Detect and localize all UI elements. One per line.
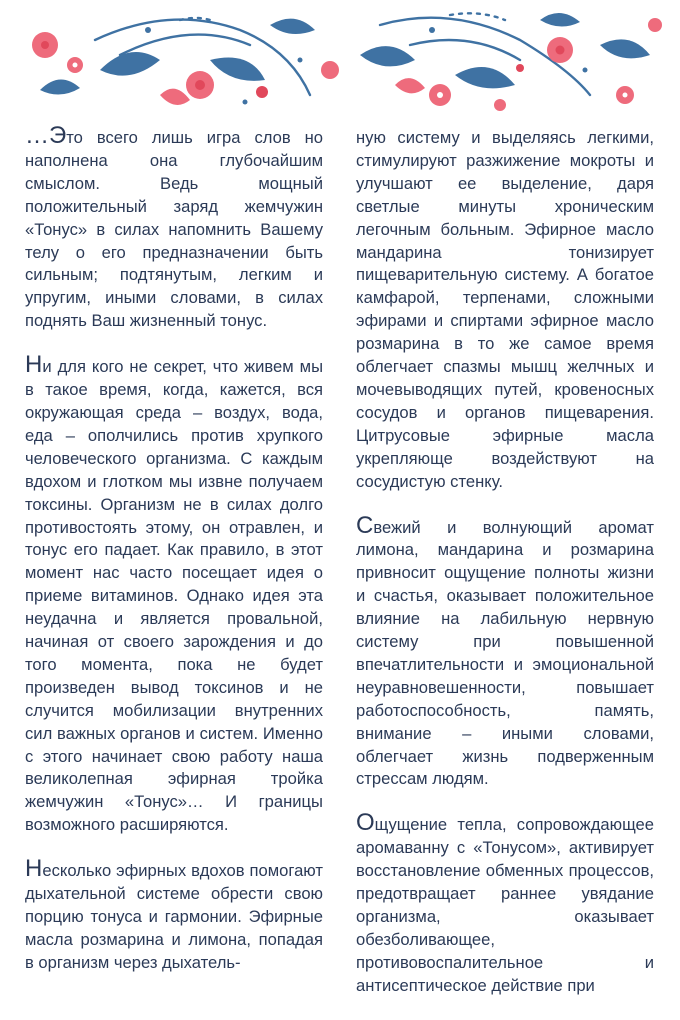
drop-cap: Н <box>25 351 43 379</box>
paragraph-text: то всего лишь игра слов но наполнена она глубочайшим смыслом. Ведь мощный положительный заряд жемчужин «Тонус» в силах напомнить Вашему телу о его предназначении быть сильным; подтянутым, легким и упругим, иными словами, в силах поднять Ваш жизненный тонус. <box>25 128 323 331</box>
paragraph-text: щущение тепла, сопровождающее аромаванну с «Тонусом», активирует восстановление обменных процессов, предотвращает раннее увядание организма, оказывает обезболивающее, противовоспалительное и антисептическое действие при <box>356 815 654 995</box>
paragraph <box>25 122 323 333</box>
paragraph-text: и для кого не секрет, что живем мы в такое время, когда, кажется, вся окружающая среда – воздух, вода, еда – ополчились против хрупкого человеческого организма. С каждым вдохом и глотком мы извне получаем токсины. Организм не в силах долго противостоять этому, он отравлен, и тонус его падает. Как правило, в этот момент нас часто посещает идея о приеме витаминов. Однако идея эта неудачна и является провальной, начиная от своего зарождения и до того момента, пока не будет произведен вывод токсинов и не случится мобилизации внутренних сил важных органов и систем. Именно с этого начинает свою работу наша великолепная эфирная тройка жемчужин «Тонус»… И границы возможного расширяются. <box>25 357 323 835</box>
paragraph <box>356 511 654 792</box>
drop-cap: …Э <box>25 122 67 149</box>
paragraph <box>25 855 323 975</box>
drop-cap: С <box>356 511 374 539</box>
text-column-left <box>25 122 323 997</box>
paragraph <box>356 809 654 997</box>
floral-ornament-icon <box>0 0 680 118</box>
drop-cap: О <box>356 809 375 837</box>
paragraph-text: есколько эфирных вдохов помогают дыхательной системе обрести свою порцию тонуса и гармонии. Эфирные масла розмарина и лимона, попадая в организм через дыхатель- <box>25 861 323 972</box>
drop-cap: Н <box>25 855 43 883</box>
paragraph-text: ную систему и выделяясь легкими, стимулируют разжижение мокроты и улучшают ее выделение, даря светлые минуты хроническим легочным больным. Эфирное масло мандарина тонизирует пищеварительную систему. А богатое камфарой, терпенами, сложными эфирами и спиртами эфирное масло розмарина в то же самое время облегчает спазмы мышц желчных и мочевыводящих путей, кровеносных сосудов и органов пищеварения. Цитрусовые эфирные масла укрепляюще воздействуют на сосудистую стенку. <box>356 128 654 491</box>
paragraph-text: вежий и волнующий аромат лимона, мандарина и розмарина привносит ощущение полноты жизни и счастья, оказывает положительное влияние на лабильную нервную систему при повышенной впечатлительности и эмоциональной неуравновешенности, повышает работоспособность, память, внимание – иными словами, облегчает жизнь подверженным стрессам людям. <box>356 517 654 789</box>
text-column-right <box>356 126 654 1020</box>
paragraph <box>25 351 323 837</box>
paragraph <box>356 126 654 494</box>
